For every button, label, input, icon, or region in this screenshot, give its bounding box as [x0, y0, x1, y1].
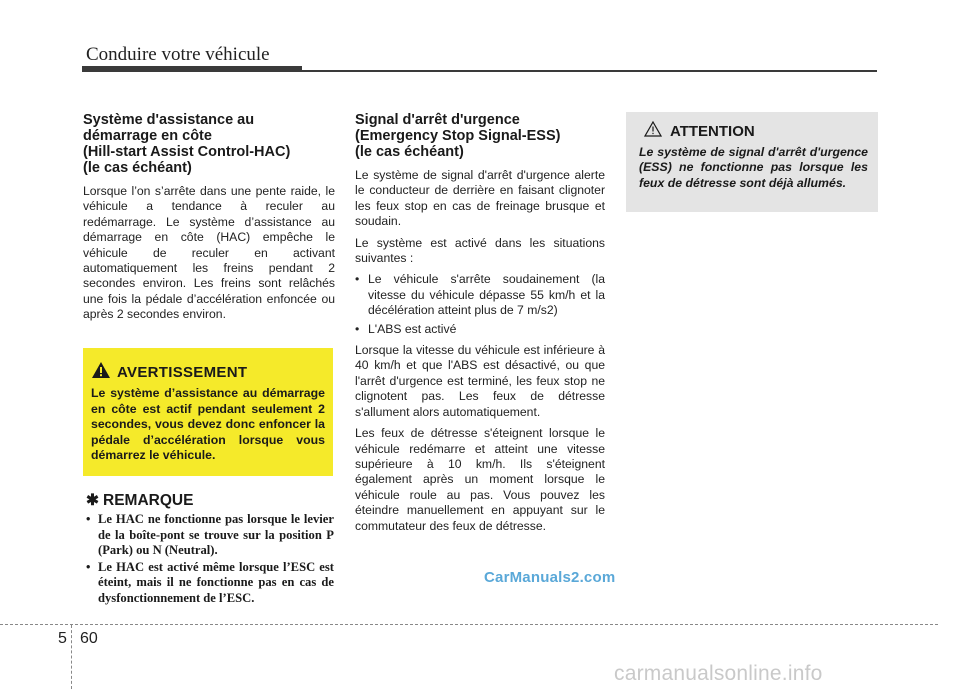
attention-header [644, 121, 868, 142]
ess-title-line: (le cas échéant) [355, 144, 464, 160]
header-rule-thin [302, 70, 877, 72]
ess-section-title [355, 112, 605, 160]
ess-bullet-item: • L'ABS est activé [355, 322, 605, 337]
attention-title: ATTENTION [670, 123, 755, 140]
footer-vertical-divider [71, 625, 72, 689]
remarque-label: REMARQUE [103, 491, 194, 509]
hac-section-title [83, 112, 335, 176]
chapter-number: 5 [58, 630, 67, 647]
footer-divider [0, 624, 938, 625]
page-header-title: Conduire votre véhicule [86, 44, 270, 65]
hac-title-line: (le cas échéant) [83, 160, 192, 176]
caution-triangle-outline-icon [644, 121, 662, 142]
hac-title-line: démarrage en côte [83, 128, 212, 144]
ess-title-line: (Emergency Stop Signal-ESS) [355, 128, 561, 144]
warning-text: Le système d’assistance au démarrage en côte est actif pendant seulement 2 secondes, vous devez donc enfoncer la pédale d’accélération lorsque vous démarrez le véhicule. [91, 386, 325, 463]
header-rule-thick [82, 66, 302, 72]
hac-title-line: (Hill-start Assist Control-HAC) [83, 144, 291, 160]
hac-title-line: Système d'assistance au [83, 112, 255, 128]
ess-paragraph: Le système de signal d'arrêt d'urgence alerte le conducteur de derrière en faisant clignoter les feux stop en cas de freinage brusque et soudain. [355, 168, 605, 229]
column-ess [355, 112, 605, 540]
attention-box [626, 112, 878, 212]
bottom-site-watermark[interactable]: carmanualsonline.info [614, 662, 823, 685]
remarque-list [86, 512, 334, 608]
ess-bullet-list [355, 272, 605, 337]
hac-body-text: Lorsque l’on s’arrête dans une pente raide, le véhicule a tendance à reculer au redémarrage. Le système d’assistance au démarrage en côte (HAC) empêche le véhicule de reculer en activant automatiquement les freins pendant 2 secondes environ. Les freins sont relâchés une fois la pédale d’accélération enfoncée ou après 2 secondes environ. [83, 184, 335, 322]
page-number: 60 [80, 630, 98, 647]
ess-paragraph: Les feux de détresse s'éteignent lorsque le véhicule redémarre et atteint une vitesse supérieure à 10 km/h. Ils s'éteignent également après un moment lorsque le véhicule roule au pas. Vous pouvez les éteindre manuellement en appuyant sur le commutateur des feux de détresse. [355, 426, 605, 533]
watermark-link[interactable]: CarManuals2.com [484, 569, 616, 586]
cross-star-icon: ✱ [86, 492, 99, 509]
warning-triangle-icon [91, 361, 111, 384]
attention-text: Le système de signal d'arrêt d'urgence (ESS) ne fonctionne pas lorsque les feux de détresse sont déjà allumés. [639, 145, 868, 190]
warning-box [83, 348, 333, 476]
remarque-item: • Le HAC ne fonctionne pas lorsque le levier de la boîte-pont se trouve sur la position P (Park) ou N (Neutral). [86, 512, 334, 559]
warning-header [91, 361, 325, 384]
column-hac [83, 112, 335, 329]
warning-title: AVERTISSEMENT [117, 364, 248, 381]
remarque-title [86, 491, 193, 510]
remarque-item: • Le HAC est activé même lorsque l’ESC est éteint, mais il ne fonctionne pas en cas de dysfonctionnement de l’ESC. [86, 560, 334, 607]
ess-title-line: Signal d'arrêt d'urgence [355, 112, 520, 128]
ess-bullet-item: • Le véhicule s'arrête soudainement (la vitesse du véhicule dépasse 55 km/h et la décélération atteint plus de 7 m/s2) [355, 272, 605, 318]
ess-paragraph: Lorsque la vitesse du véhicule est inférieure à 40 km/h et que l'ABS est désactivé, ou que l'arrêt d'urgence est terminé, les feux stop ne clignotent pas. Les feux de détresse s'allument alors automatiquement. [355, 343, 605, 419]
ess-paragraph: Le système est activé dans les situations suivantes : [355, 235, 605, 266]
